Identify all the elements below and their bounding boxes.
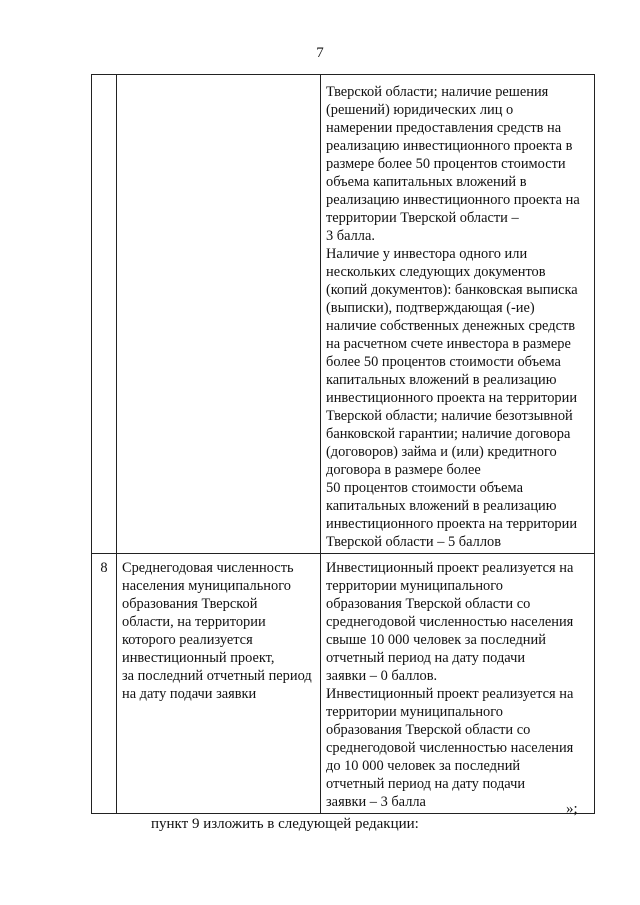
criterion-line: населения муниципального — [122, 578, 291, 594]
score-line: образования Тверской области со — [326, 596, 531, 612]
score-line: капитальных вложений в реализацию — [326, 372, 557, 388]
score-line: капитальных вложений в реализацию — [326, 498, 557, 514]
score-line: среднегодовой численностью населения — [326, 614, 574, 630]
score-line: банковской гарантии; наличие договора — [326, 426, 571, 442]
amendment-paragraph: пункт 9 изложить в следующей редакции: — [151, 816, 419, 832]
score-line: отчетный период на дату подачи — [326, 776, 526, 792]
score-line: Инвестиционный проект реализуется на — [326, 560, 574, 576]
score-line: (копий документов): банковская выписка — [326, 282, 578, 298]
score-line: отчетный период на дату подачи — [326, 650, 526, 666]
score-line: заявки – 3 балла — [326, 794, 426, 810]
score-line: 3 балла. — [326, 228, 375, 244]
score-line: образования Тверской области со — [326, 722, 531, 738]
score-line: заявки – 0 баллов. — [326, 668, 438, 684]
row-number-cell: 8 — [92, 554, 117, 814]
score-line: среднегодовой численностью населения — [326, 740, 574, 756]
score-line: (решений) юридических лиц о — [326, 102, 514, 118]
score-line: Тверской области – 5 баллов — [326, 534, 501, 550]
page-number: 7 — [316, 45, 324, 61]
score-line: территории муниципального — [326, 704, 503, 720]
score-line: наличие собственных денежных средств — [326, 318, 576, 334]
score-line: до 10 000 человек за последний — [326, 758, 521, 774]
score-line: 50 процентов стоимости объема — [326, 480, 523, 496]
criterion-line: области, на территории — [122, 614, 266, 630]
criterion-line: за последний отчетный период — [122, 668, 312, 684]
score-line: объема капитальных вложений в — [326, 174, 527, 190]
criterion-line: которого реализуется — [122, 632, 253, 648]
score-line: инвестиционного проекта на территории — [326, 516, 578, 532]
score-line: территории Тверской области – — [326, 210, 519, 226]
score-line: (выписки), подтверждающая (-ие) — [326, 300, 535, 316]
score-cell — [321, 75, 595, 554]
criterion-cell — [117, 75, 321, 554]
criterion-line: на дату подачи заявки — [122, 686, 257, 702]
score-line: (договоров) займа и (или) кредитного — [326, 444, 557, 460]
score-line: Инвестиционный проект реализуется на — [326, 686, 574, 702]
score-line: нескольких следующих документов — [326, 264, 546, 280]
criterion-line: инвестиционный проект, — [122, 650, 275, 666]
score-cell — [321, 554, 595, 814]
score-line: инвестиционного проекта на территории — [326, 390, 578, 406]
score-line: более 50 процентов стоимости объема — [326, 354, 561, 370]
score-line: свыше 10 000 человек за последний — [326, 632, 546, 648]
score-line: Тверской области; наличие безотзывной — [326, 408, 573, 424]
score-line: на расчетном счете инвестора в размере — [326, 336, 571, 352]
score-line: территории муниципального — [326, 578, 503, 594]
table-row-continued — [92, 75, 595, 554]
criterion-line: образования Тверской — [122, 596, 258, 612]
score-line: реализацию инвестиционного проекта в — [326, 138, 573, 154]
closing-quote: »; — [566, 801, 578, 817]
score-line: размере более 50 процентов стоимости — [326, 156, 566, 172]
table-row-8 — [92, 554, 595, 814]
score-line: реализацию инвестиционного проекта на — [326, 192, 580, 208]
row-number-cell — [92, 75, 117, 554]
score-line: договора в размере более — [326, 462, 481, 478]
score-line: намерении предоставления средств на — [326, 120, 562, 136]
criterion-line: Среднегодовая численность — [122, 560, 294, 576]
criteria-table — [91, 74, 595, 814]
score-line: Тверской области; наличие решения — [326, 84, 549, 100]
score-line: Наличие у инвестора одного или — [326, 246, 528, 262]
criterion-cell — [117, 554, 321, 814]
